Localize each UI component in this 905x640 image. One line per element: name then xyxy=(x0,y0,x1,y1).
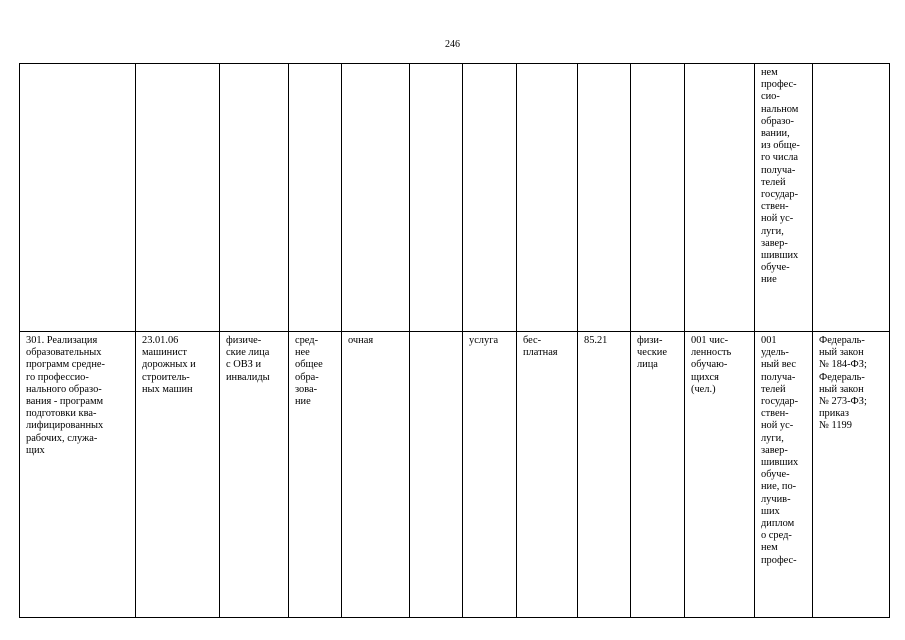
cell-text-line: профес- xyxy=(761,79,797,91)
cell-type xyxy=(463,332,517,618)
cell-code xyxy=(136,332,220,618)
cell-consumers xyxy=(631,332,685,618)
cell-text-line: нального образо- xyxy=(26,383,102,395)
cell-text-line: лучив- xyxy=(761,493,791,505)
cell-text-line: ствен- xyxy=(761,201,789,213)
cell-text-line: лица xyxy=(637,359,658,371)
cell-text-line: ские лица xyxy=(226,347,270,359)
cell-text-line: телей xyxy=(761,383,786,395)
cell-text-line: Федераль- xyxy=(819,335,865,346)
cell-service-name xyxy=(20,332,136,618)
cell-text-line: ние, по- xyxy=(761,481,797,493)
cell-text-line: нее xyxy=(295,347,310,359)
cell-text-line: бес- xyxy=(523,335,542,346)
cell-text-line: сио- xyxy=(761,91,780,103)
cell-text-line: го профессио- xyxy=(26,371,89,383)
cell-payment xyxy=(517,64,578,332)
cell-text-line: получа- xyxy=(761,164,796,176)
cell-text-line: с ОВЗ и xyxy=(226,359,262,371)
cell-text-line: № 1199 xyxy=(819,420,852,432)
cell-text-line: программ средне- xyxy=(26,359,105,371)
cell-text-line: инвалиды xyxy=(226,371,270,383)
cell-text-line: лифицированных xyxy=(26,420,104,432)
cell-form xyxy=(342,332,410,618)
cell-text-line: услуга xyxy=(469,335,499,346)
cell-text-line: удель- xyxy=(761,347,789,359)
cell-text-line: о сред- xyxy=(761,530,792,542)
cell-okved xyxy=(578,64,631,332)
cell-text-line: зова- xyxy=(295,383,318,395)
cell-text-line: нем xyxy=(761,67,778,78)
cell-text-line: ние xyxy=(761,274,777,286)
cell-text-line: сред- xyxy=(295,335,319,346)
cell-text-line: ной ус- xyxy=(761,213,794,225)
cell-text-line: очная xyxy=(348,335,374,346)
cell-text-line: 001 xyxy=(761,335,777,346)
cell-type xyxy=(463,64,517,332)
cell-legal-basis xyxy=(813,64,890,332)
cell-text-line: шивших xyxy=(761,250,799,262)
cell-legal-basis xyxy=(813,332,890,618)
cell-text-line: диплом xyxy=(761,518,795,530)
cell-text-line: щих xyxy=(26,444,45,456)
cell-text-line: 001 чис- xyxy=(691,335,729,346)
cell-text-line: образовательных xyxy=(26,347,102,359)
cell-text-line: рабочих, служа- xyxy=(26,432,98,444)
cell-level xyxy=(289,332,342,618)
cell-quality-indicator xyxy=(755,332,813,618)
cell-text-line: завер- xyxy=(761,237,788,249)
cell-text-line: (чел.) xyxy=(691,383,716,395)
cell-text-line: обучаю- xyxy=(691,359,728,371)
cell-payment xyxy=(517,332,578,618)
cell-text-line: шивших xyxy=(761,457,799,469)
cell-text-line: ние xyxy=(295,396,311,408)
cell-text-line: государ- xyxy=(761,189,799,201)
cell-text-line: общее xyxy=(295,359,323,371)
page-number: 246 xyxy=(445,39,460,50)
cell-okved xyxy=(578,332,631,618)
cell-text-line: платная xyxy=(523,347,558,359)
cell-text-line: машинист xyxy=(142,347,187,359)
cell-text-line: строитель- xyxy=(142,371,190,383)
cell-text-line: ный закон xyxy=(819,347,864,359)
cell-category xyxy=(220,64,289,332)
cell-text-line: государ- xyxy=(761,396,799,408)
cell-text-line: физиче- xyxy=(226,335,262,346)
cell-text-line: 23.01.06 xyxy=(142,335,179,346)
cell-text-line: из обще- xyxy=(761,140,800,152)
cell-volume-indicator xyxy=(685,332,755,618)
cell-text-line: подготовки ква- xyxy=(26,408,97,420)
cell-text-line: профес- xyxy=(761,554,797,566)
cell-text-line: ших xyxy=(761,505,780,517)
cell-text-line: вания - программ xyxy=(26,396,104,408)
cell-category xyxy=(220,332,289,618)
cell-text-line: го числа xyxy=(761,152,798,164)
cell-text-line: телей xyxy=(761,176,786,188)
cell-text-line: образо- xyxy=(761,115,794,127)
cell-service-name xyxy=(20,64,136,332)
table-row-continued xyxy=(20,64,890,332)
cell-consumers xyxy=(631,64,685,332)
cell-text-line: ствен- xyxy=(761,408,789,420)
cell-form xyxy=(342,64,410,332)
cell-text-line: ных машин xyxy=(142,383,193,395)
cell-text-line: 85.21 xyxy=(584,335,608,346)
services-table xyxy=(19,63,890,618)
cell-text-line: дорожных и xyxy=(142,359,196,371)
cell-quality-indicator xyxy=(755,64,813,332)
cell-text-line: приказ xyxy=(819,408,849,420)
cell-volume-indicator xyxy=(685,64,755,332)
cell-text-line: ческие xyxy=(637,347,667,359)
cell-text-line: луги, xyxy=(761,432,784,444)
cell-text-line: луги, xyxy=(761,225,784,237)
cell-text-line: ной ус- xyxy=(761,420,794,432)
cell-level xyxy=(289,64,342,332)
cell-text-line: № 273-ФЗ; xyxy=(819,396,867,408)
cell-text-line: нальном xyxy=(761,103,799,115)
cell-text-line: физи- xyxy=(637,335,663,346)
table-row-301 xyxy=(20,332,890,618)
cell-text-line: получа- xyxy=(761,371,796,383)
cell-text-line: ленность xyxy=(691,347,732,359)
cell-code xyxy=(136,64,220,332)
cell-text-line: ный вес xyxy=(761,359,797,371)
cell-text-line: ный закон xyxy=(819,383,864,395)
cell-text-line: обра- xyxy=(295,371,319,383)
cell-empty xyxy=(410,64,463,332)
cell-text-line: Федераль- xyxy=(819,371,865,383)
cell-text-line: обуче- xyxy=(761,469,790,481)
cell-empty xyxy=(410,332,463,618)
cell-text-line: 301. Реализация xyxy=(26,335,98,346)
cell-text-line: вании, xyxy=(761,128,790,140)
cell-text-line: обуче- xyxy=(761,262,790,274)
cell-text-line: № 184-ФЗ; xyxy=(819,359,867,371)
cell-text-line: щихся xyxy=(691,371,719,383)
cell-text-line: нем xyxy=(761,542,778,554)
cell-text-line: завер- xyxy=(761,444,788,456)
